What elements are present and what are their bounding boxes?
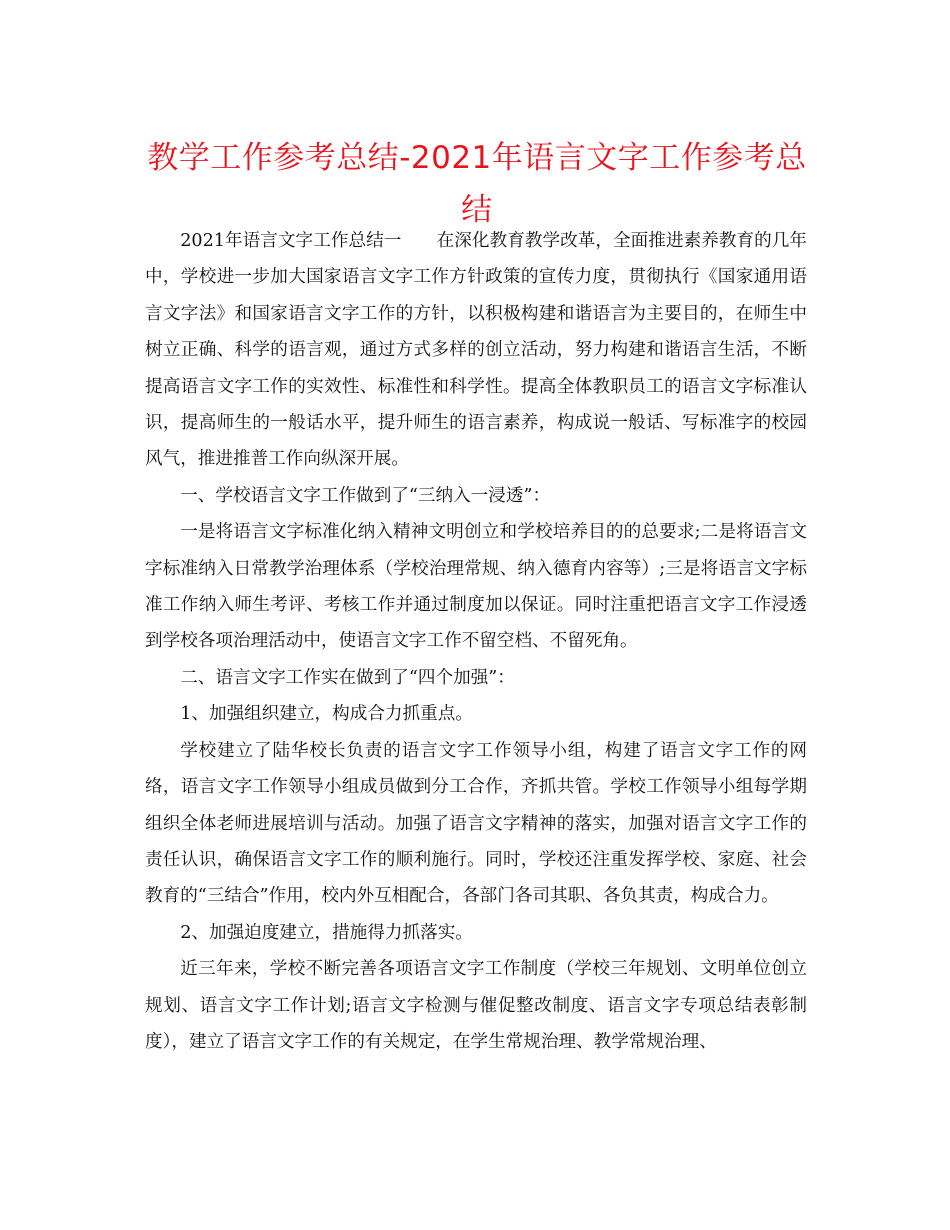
paragraph-three-integrations: 一是将语言文字标准化纳入精神文明创立和学校培养目的的总要求;二是将语言文字标准纳入日常教学治理体系（学校治理常规、纳入德育内容等）;三是将语言文字标准工作纳入师生考评、考核工作并通过制度加以保证。同时注重把语言文字工作浸透到学校各项治理活动中，使语言文字工作不留空档、不留死角。 bbox=[145, 522, 807, 652]
document-body bbox=[145, 223, 807, 1060]
paragraph-heading-1: 一、学校语言文字工作做到了“三纳入一浸透”： bbox=[180, 485, 551, 506]
paragraph-system-building: 近三年来，学校不断完善各项语言文字工作制度（学校三年规划、文明单位创立规划、语言文字工作计划;语言文字检测与催促整改制度、语言文字专项总结表彰制度），建立了语言文字工作的有关规定，在学生常规治理、教学常规治理、 bbox=[145, 959, 807, 1052]
paragraph-heading-2: 二、语言文字工作实在做到了“四个加强”： bbox=[180, 667, 515, 688]
paragraph-organization: 学校建立了陆华校长负责的语言文字工作领导小组，构建了语言文字工作的网络，语言文字工作领导小组成员做到分工合作，齐抓共管。学校工作领导小组每学期组织全体老师进展培训与活动。加强了语言文字精神的落实，加强对语言文字工作的责任认识，确保语言文字工作的顺利施行。同时，学校还注重发挥学校、家庭、社会教育的“三结合”作用，校内外互相配合，各部门各司其职、各负其责，构成合力。 bbox=[145, 740, 807, 907]
document-title: 教学工作参考总结-2021年语言文字工作参考总结 bbox=[147, 140, 807, 228]
paragraph-subheading-1: 1、加强组织建立，构成合力抓重点。 bbox=[180, 704, 473, 725]
paragraph-subheading-2: 2、加强迫度建立，措施得力抓落实。 bbox=[180, 922, 473, 943]
paragraph-intro: 2021年语言文字工作总结一 在深化教育教学改革，全面推进素养教育的几年中，学校进一步加大国家语言文字工作方针政策的宣传力度，贯彻执行《国家通用语言文字法》和国家语言文字工作的方针，以积极构建和谐语言为主要目的，在师生中树立正确、科学的语言观，通过方式多样的创立活动，努力构建和谐语言生活，不断提高语言文字工作的实效性、标准性和科学性。提高全体教职员工的语言文字标准认识，提高师生的一般话水平，提升师生的语言素养，构成说一般话、写标准字的校园风气，推进推普工作向纵深开展。 bbox=[145, 231, 807, 470]
